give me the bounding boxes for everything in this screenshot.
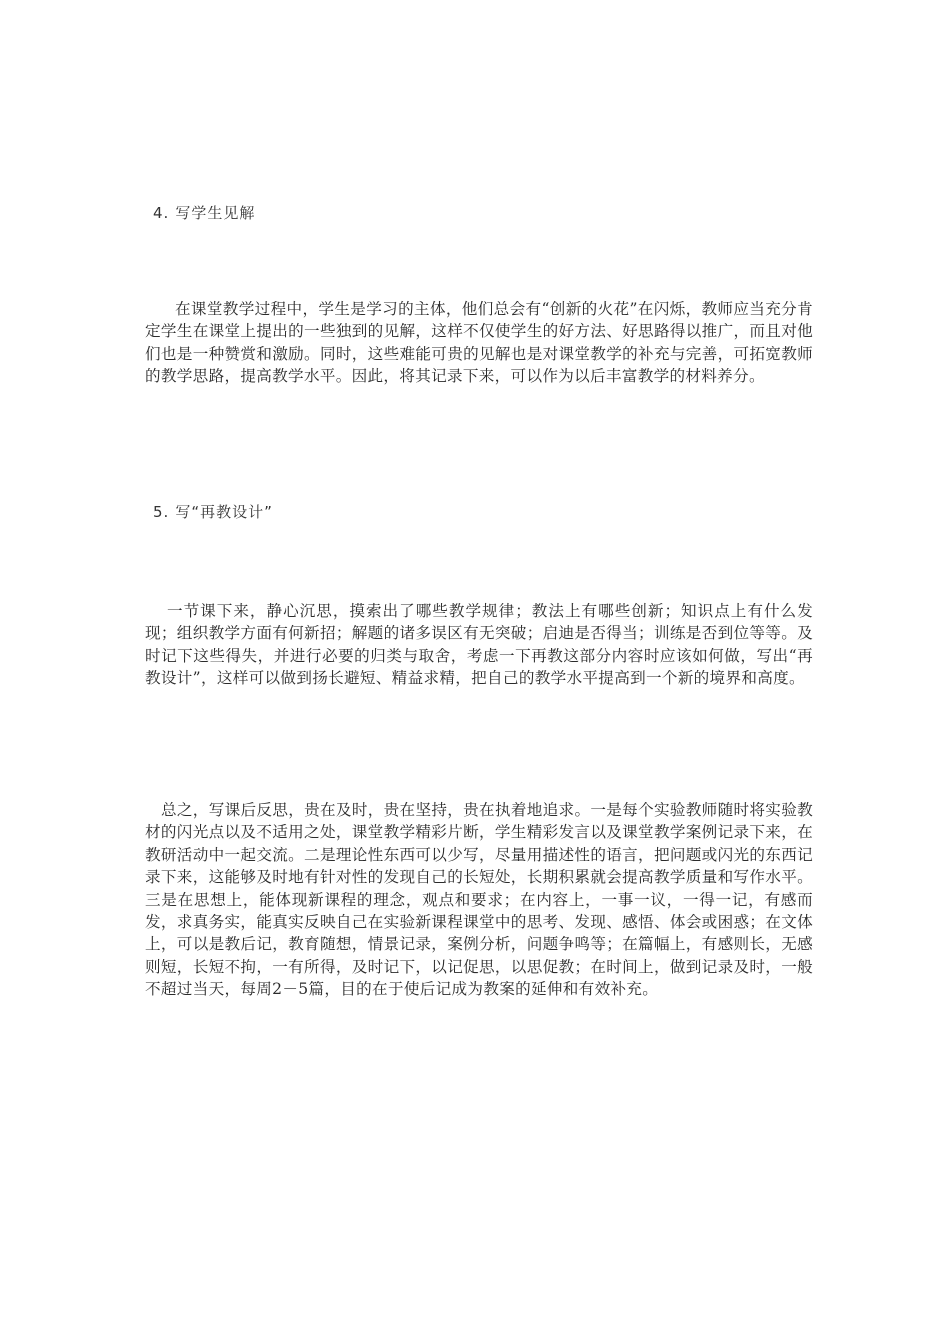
section-heading-4: [153, 202, 255, 223]
section-title: 写学生见解: [175, 204, 256, 222]
section-number: 5.: [153, 503, 170, 521]
conclusion-paragraph: 总之，写课后反思，贵在及时，贵在坚持，贵在执着地追求。一是每个实验教师随时将实验教材的闪光点以及不适用之处，课堂教学精彩片断，学生精彩发言以及课堂教学案例记录下来，在教研活动中一起交流。二是理论性东西可以少写，尽量用描述性的语言，把问题或闪光的东西记录下来，这能够及时地有针对性的发现自己的长短处，长期积累就会提高教学质量和写作水平。三是在思想上，能体现新课程的理念，观点和要求；在内容上，一事一议，一得一记，有感而发，求真务实，能真实反映自己在实验新课程课堂中的思考、发现、感悟、体会或困惑；在文体上，可以是教后记，教育随想，情景记录，案例分析，问题争鸣等；在篇幅上，有感则长，无感则短，长短不拘，一有所得，及时记下，以记促思，以思促教；在时间上，做到记录及时，一般不超过当天，每周2－5篇，目的在于使后记成为教案的延伸和有效补充。: [145, 801, 813, 999]
section-number: 4.: [153, 204, 170, 222]
section-paragraph-4: 在课堂教学过程中，学生是学习的主体，他们总会有“创新的火花”在闪烁，教师应当充分肯定学生在课堂上提出的一些独到的见解，这样不仅使学生的好方法、好思路得以推广，而且对他们也是一种赞赏和激励。同时，这些难能可贵的见解也是对课堂教学的补充与完善，可拓宽教师的教学思路，提高教学水平。因此，将其记录下来，可以作为以后丰富教学的材料养分。: [145, 300, 813, 386]
section-title: 写“再教设计”: [175, 503, 273, 521]
section-heading-5: [153, 501, 273, 522]
section-paragraph-5: 一节课下来，静心沉思，摸索出了哪些教学规律；教法上有哪些创新；知识点上有什么发现；组织教学方面有何新招；解题的诸多误区有无突破；启迪是否得当；训练是否到位等等。及时记下这些得失，并进行必要的归类与取舍，考虑一下再教这部分内容时应该如何做，写出“再教设计”，这样可以做到扬长避短、精益求精，把自己的教学水平提高到一个新的境界和高度。: [145, 602, 813, 688]
